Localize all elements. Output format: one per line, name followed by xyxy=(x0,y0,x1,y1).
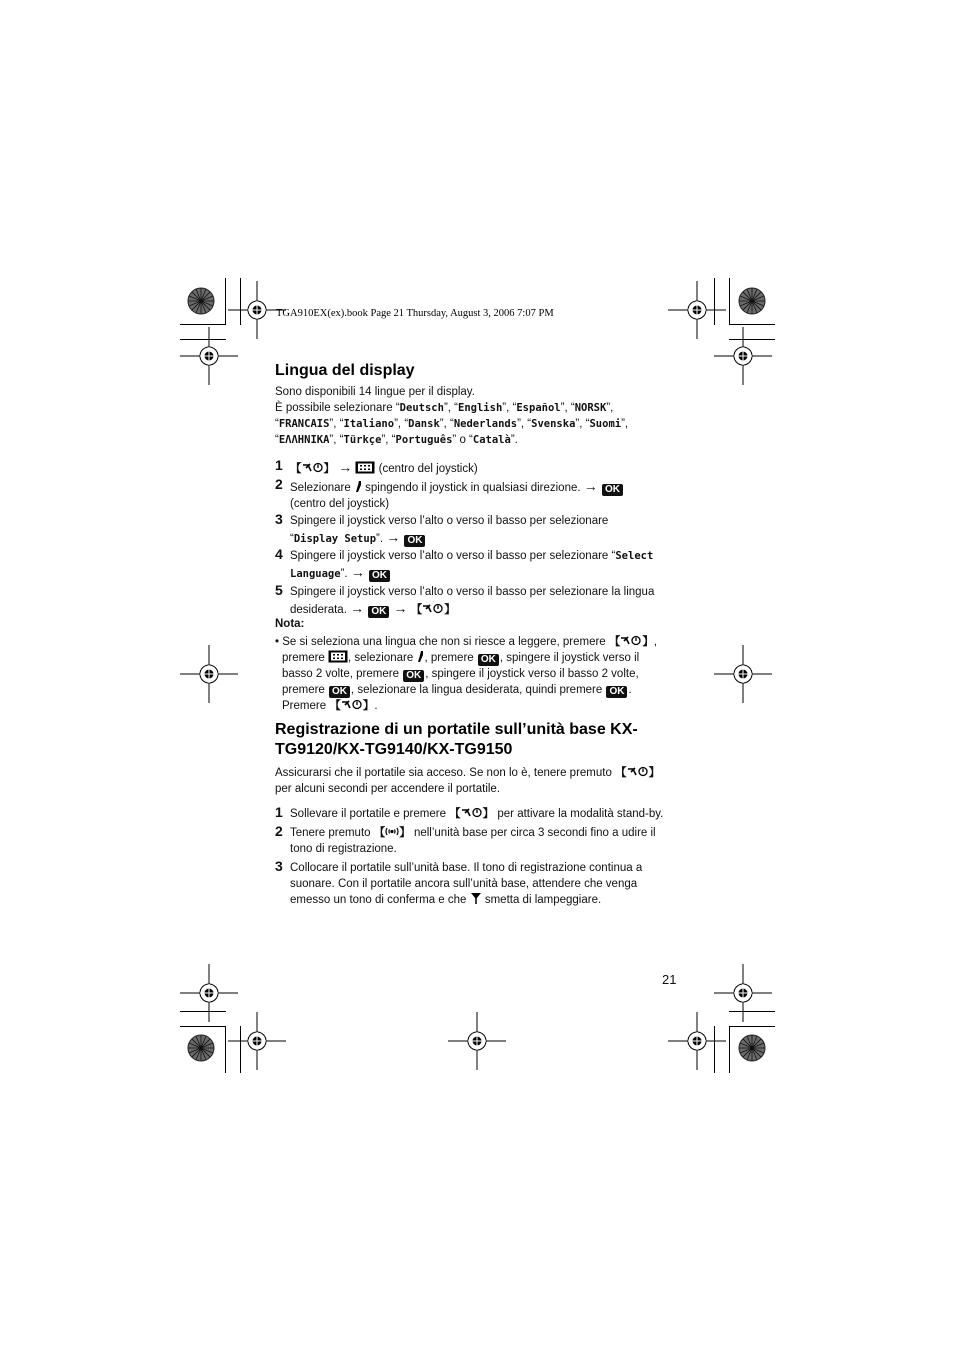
ok-icon: OK xyxy=(403,670,424,682)
nota-bullet: • Se si seleziona una lingua che non si riesce a leggere, premere 【 】, premere , selezionare , premere OK , spingere il joystick verso il basso 2 volte, premere OK , spingere il joystick verso il basso 2 volte, premere OK , selezionare la lingua desiderata, quindi premere OK . Premere 【 】. xyxy=(275,636,658,712)
arrow-icon: → xyxy=(583,478,598,494)
ok-icon: OK xyxy=(368,606,389,618)
step-3: 3 Spingere il joystick verso l’alto o verso il basso per selezionare “Display Setup”. → OK xyxy=(275,511,609,546)
arrow-icon: → xyxy=(393,600,408,616)
ok-icon: OK xyxy=(329,686,350,698)
step-5: 5 Spingere il joystick verso l’alto o verso il basso per selezionare la lingua desiderata. → OK → 【 】 xyxy=(275,582,655,617)
reg-step-1: 1 Sollevare il portatile e premere 【 】 per attivare la modalità stand-by. xyxy=(275,804,664,820)
language-option: English xyxy=(458,402,503,414)
page-number: 21 xyxy=(662,972,677,987)
arrow-icon: → xyxy=(386,529,401,545)
power-icon xyxy=(341,699,363,710)
crosshair-icon xyxy=(180,327,238,385)
language-option: Català xyxy=(472,434,511,446)
language-option: Svenska xyxy=(531,418,576,430)
language-option: FRANCAIS xyxy=(278,418,330,430)
step-4: 4 Spingere il joystick verso l’alto o verso il basso per selezionare “Select Language”. → OK xyxy=(275,546,654,581)
page-key: 【 】 xyxy=(373,827,411,839)
menu-grid-icon xyxy=(328,650,348,663)
antenna-icon xyxy=(470,892,482,904)
crosshair-icon xyxy=(180,645,238,703)
ok-icon: OK xyxy=(369,570,390,582)
paging-icon xyxy=(385,826,399,837)
off-key: 【 】 xyxy=(608,636,654,648)
language-option: Türkçe xyxy=(343,434,382,446)
power-icon xyxy=(627,766,649,777)
language-list: È possibile selezionare “Deutsch”, “English”, “Español”, “NORSK”, “FRANCAIS”, “Italiano”, “Dansk”, “Nederlands”, “Svenska”, “Suomi”, “ΕΛΛΗΝΙΚΑ”, “Türkçe”, “Português” o “Català”. xyxy=(275,402,629,446)
rosette-icon xyxy=(739,1035,765,1061)
rosette-icon xyxy=(188,288,214,314)
reg-step-2: 2 Tenere premuto 【 】 nell’unità base per circa 3 secondi fino a udire il tono di registrazione. xyxy=(275,823,656,855)
arrow-icon: → xyxy=(338,459,353,475)
crosshair-icon xyxy=(668,1012,726,1070)
menu-grid-icon xyxy=(355,461,375,474)
crosshair-icon xyxy=(668,281,726,339)
intro-paragraph: Sono disponibili 14 lingue per il display. È possibile selezionare “Deutsch”, “English”, “Español”, “NORSK”, “FRANCAIS”, “Italiano”, “Dansk”, “Nederlands”, “Svenska”, “Suomi”, “ΕΛΛΗΝΙΚΑ”, “Türkçe”, “Português” o “Català”. xyxy=(275,384,680,448)
section-title-lingua: Lingua del display xyxy=(275,362,415,379)
language-option: Deutsch xyxy=(399,402,444,414)
nota-title: Nota: xyxy=(275,618,305,630)
off-key: 【 】 xyxy=(410,604,456,616)
rosette-icon xyxy=(188,1035,214,1061)
rosette-icon xyxy=(739,288,765,314)
ok-icon: OK xyxy=(602,484,623,496)
section-title-registrazione: Registrazione di un portatile sull’unità base KX- TG9120/KX-TG9140/KX-TG9150 xyxy=(275,721,638,758)
power-icon xyxy=(422,603,444,614)
power-icon xyxy=(461,807,483,818)
step-1: 1 【 】 → (centro del joystick) xyxy=(275,457,478,475)
language-option: Português xyxy=(395,434,453,446)
language-option: Suomi xyxy=(589,418,622,430)
crosshair-icon xyxy=(228,1012,286,1070)
menu-key: 【 】 xyxy=(290,463,335,475)
step-2: 2 Selezionare spingendo il joystick in qualsiasi direzione. → OK (centro del joystick) xyxy=(275,478,685,512)
file-header: TGA910EX(ex).book Page 21 Thursday, August 3, 2006 7:07 PM xyxy=(276,308,554,319)
off-key: 【 】 xyxy=(329,700,375,712)
ok-icon: OK xyxy=(404,535,425,547)
language-option: Dansk xyxy=(408,418,440,430)
arrow-icon: → xyxy=(350,564,365,580)
language-option: Italiano xyxy=(343,418,395,430)
tools-icon xyxy=(354,480,362,493)
ok-icon: OK xyxy=(478,654,499,666)
ok-icon: OK xyxy=(606,686,627,698)
crosshair-icon xyxy=(180,964,238,1022)
crosshair-icon xyxy=(714,327,772,385)
language-option: ΕΛΛΗΝΙΚΑ xyxy=(278,434,330,446)
section2-intro: Assicurarsi che il portatile sia acceso. Se non lo è, tenere premuto 【 】 per alcuni secondi per accendere il portatile. xyxy=(275,767,661,795)
power-icon xyxy=(620,635,642,646)
menu-power-icon xyxy=(302,462,324,473)
crosshair-icon xyxy=(448,1012,506,1070)
language-option: Nederlands xyxy=(453,418,518,430)
language-option: NORSK xyxy=(574,402,607,414)
language-option: Español xyxy=(516,402,561,414)
reg-step-3: 3 Collocare il portatile sull’unità base. Il tono di registrazione continua a suonare. Con il portatile ancora sull’unità base, attendere che venga emesso un tono di conferma e che smetta di lampeggiare. xyxy=(275,858,643,906)
arrow-icon: → xyxy=(350,600,365,616)
off-key: 【 】 xyxy=(615,767,661,779)
crosshair-icon xyxy=(714,645,772,703)
crosshair-icon xyxy=(714,964,772,1022)
off-key: 【 】 xyxy=(449,808,495,820)
